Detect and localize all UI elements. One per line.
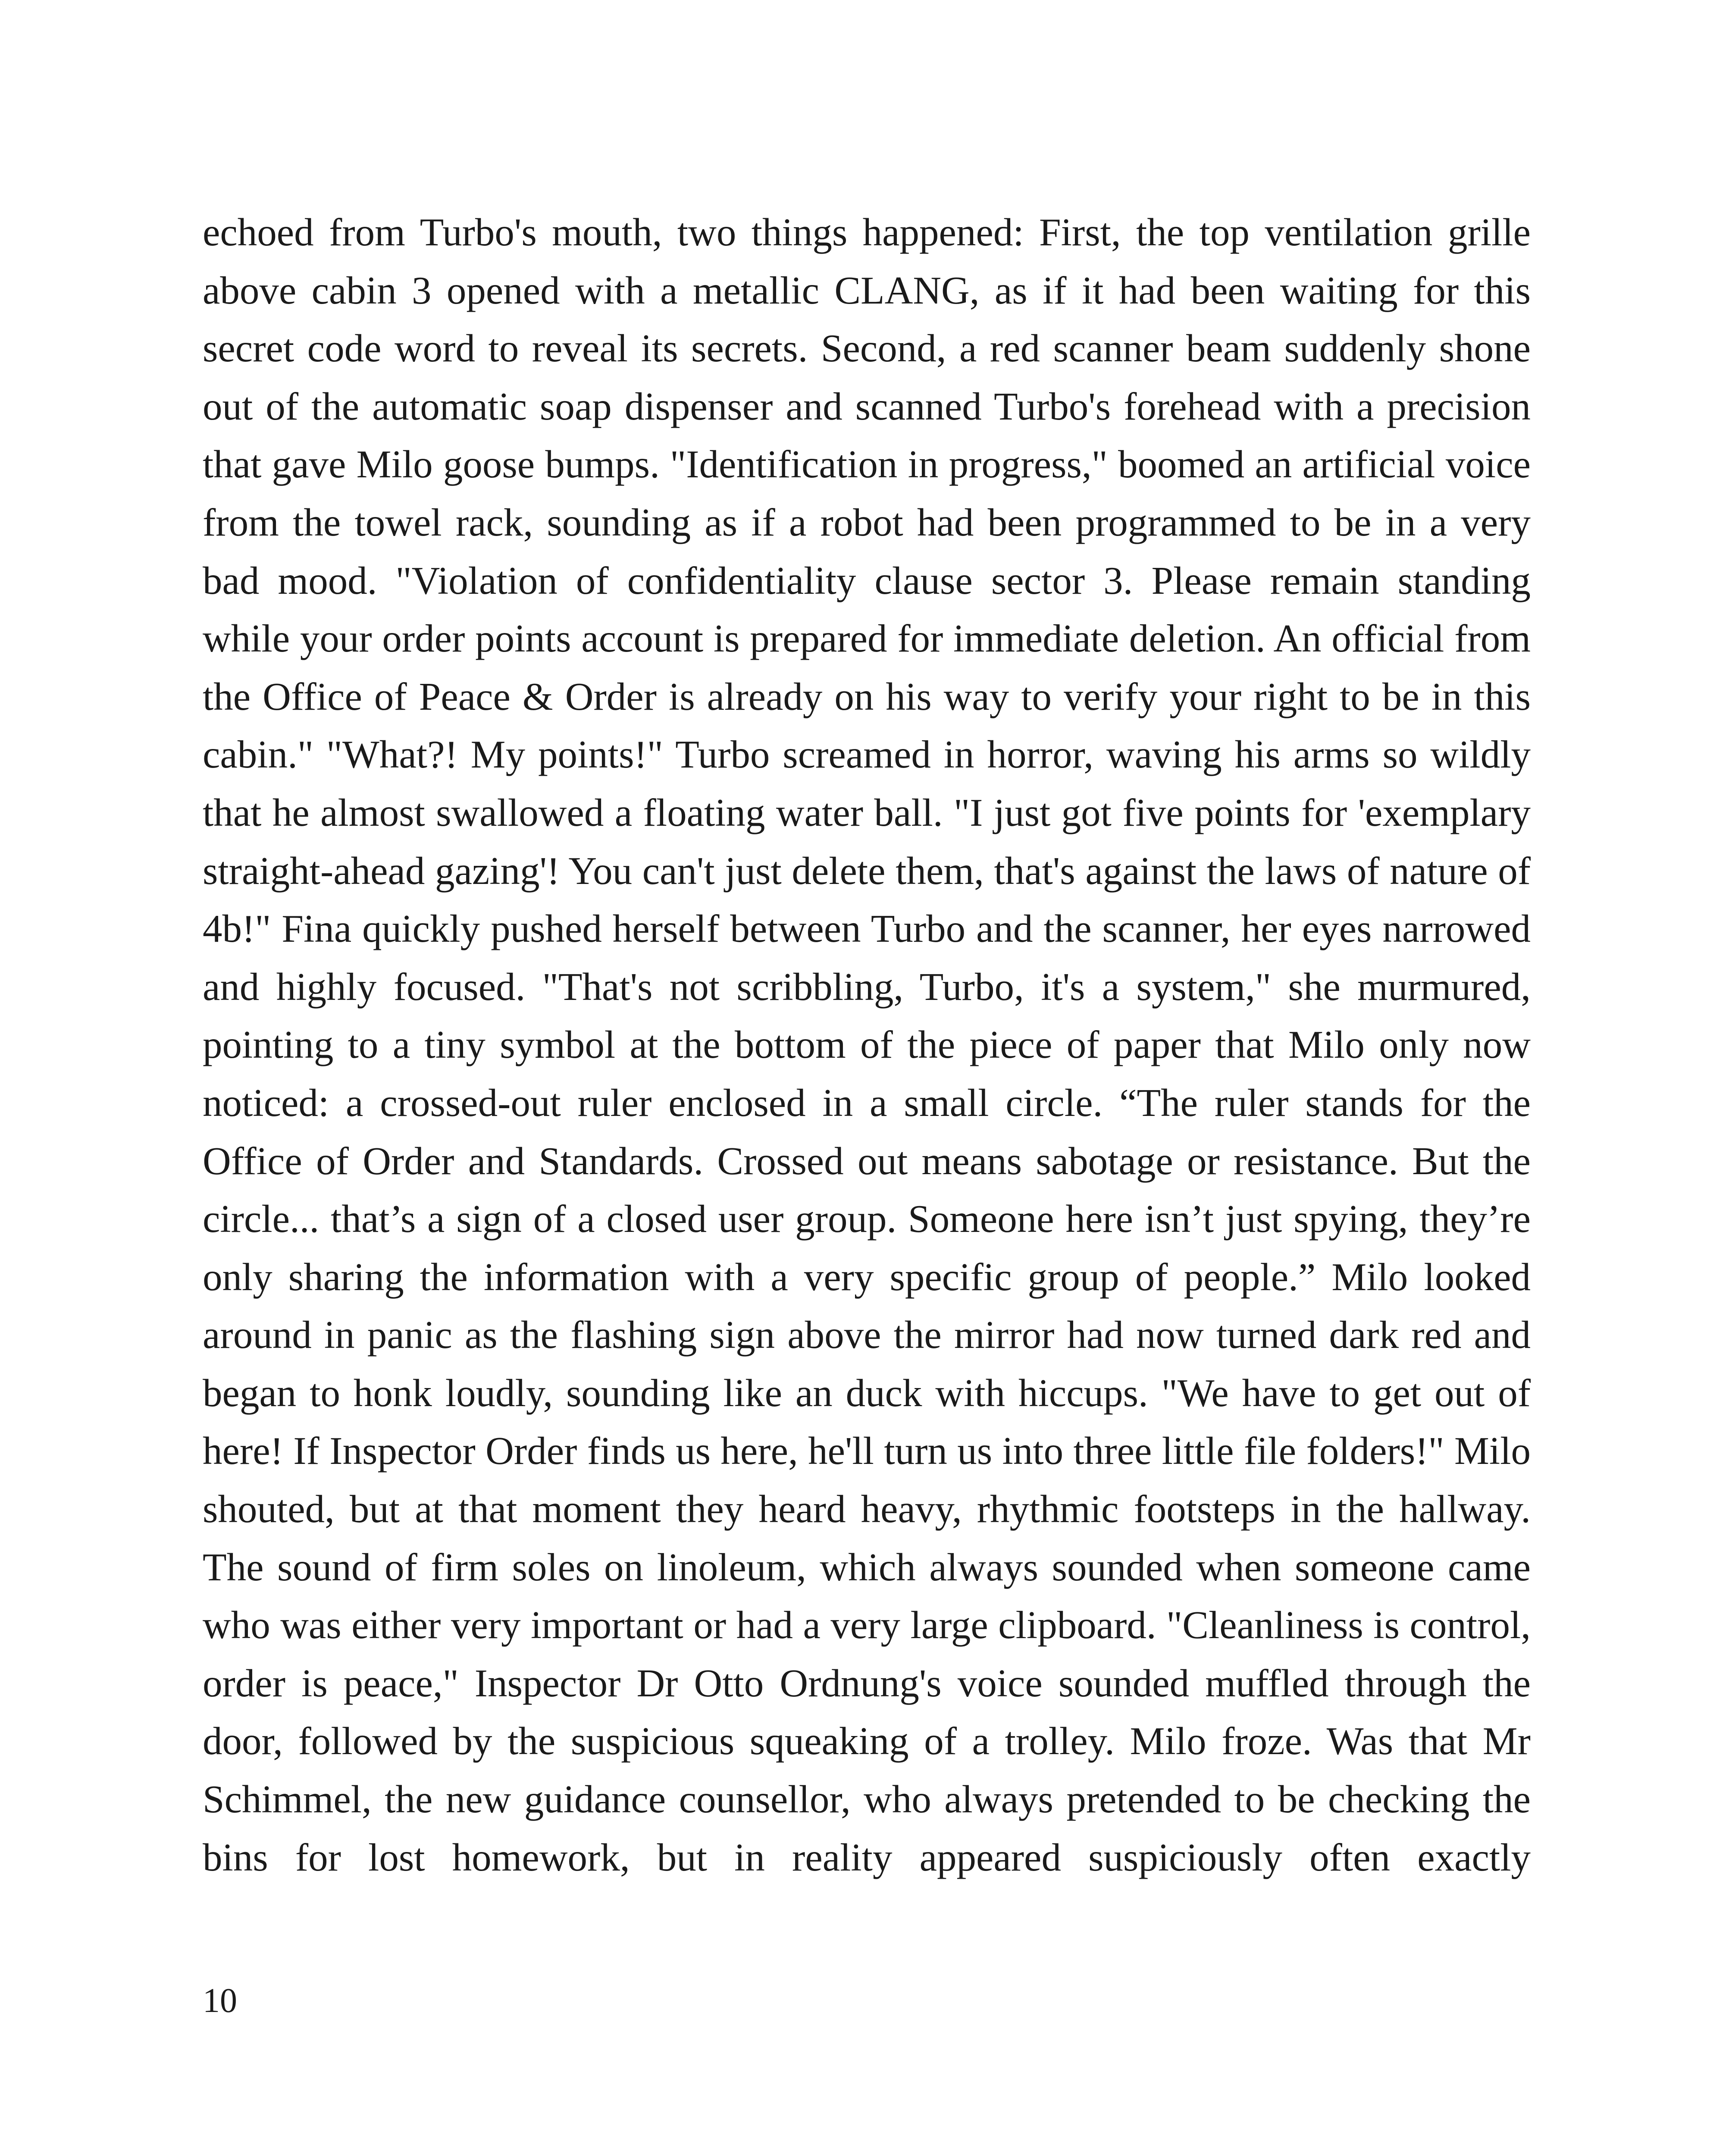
page-number: 10 [203, 1982, 237, 2020]
body-paragraph: echoed from Turbo's mouth, two things happened: First, the top ventilation grille above cabin 3 opened with a metallic CLANG, as if it had been waiting for this secret code word to reveal its secrets. Second, a red scanner beam suddenly shone out of the automatic soap dispenser and scanned Turbo's forehead with a precision that gave Milo goose bumps. "Identification in progress," boomed an artificial voice from the towel rack, sounding as if a robot had been programmed to be in a very bad mood. "Violation of confidentiality clause sector 3. Please remain standing while your order points account is prepared for immediate deletion. An official from the Office of Peace & Order is already on his way to verify your right to be in this cabin." "What?! My points!" Turbo screamed in horror, waving his arms so wildly that he almost swallowed a floating water ball. "I just got five points for 'exemplary straight-ahead gazing'! You can't just delete them, that's against the laws of nature of 4b!" Fina quickly pushed herself between Turbo and the scanner, her eyes narrowed and highly focused. "That's not scribbling, Turbo, it's a system," she murmured, pointing to a tiny symbol at the bottom of the piece of paper that Milo only now noticed: a crossed-out ruler enclosed in a small circle. “The ruler stands for the Office of Order and Standards. Crossed out means sabotage or resistance. But the circle... that’s a sign of a closed user group. Someone here isn’t just spying, they’re only sharing the information with a very specific group of people.” Milo looked around in panic as the flashing sign above the mirror had now turned dark red and began to honk loudly, sounding like an duck with hiccups. "We have to get out of here! If Inspector Order finds us here, he'll turn us into three little file folders!" Milo shouted, but at that moment they heard heavy, rhythmic footsteps in the hallway. The sound of firm soles on linoleum, which always sounded when someone came who was either very important or had a very large clipboard. "Cleanliness is control, order is peace," Inspector Dr Otto Ordnung's voice sounded muffled through the door, followed by the suspicious squeaking of a trolley. Milo froze. Was that Mr Schimmel, the new guidance counsellor, who always pretended to be checking the bins for lost homework, but in reality appeared suspiciously often exactly [203, 210, 1531, 1879]
